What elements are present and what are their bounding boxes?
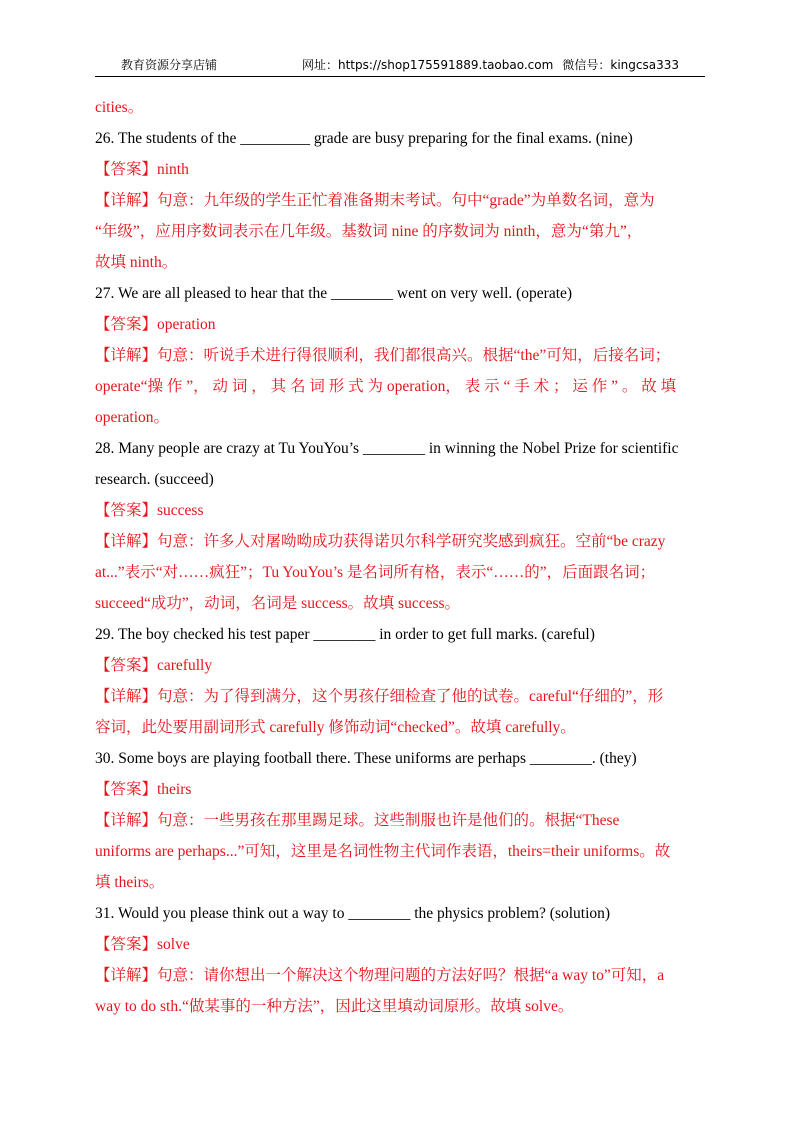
explanation-26-line: 故填 ninth。: [95, 254, 178, 271]
answer-31: 【答案】solve: [95, 936, 190, 953]
explanation-27-line: operate“操 作 ”， 动 词 ， 其 名 词 形 式 为 operation， 表 示 “ 手 术 ； 运 作 ” 。 故 填: [95, 378, 677, 395]
explanation-27-line: 【详解】句意：听说手术进行得很顺利，我们都很高兴。根据“the”可知，后接名词；: [95, 347, 671, 364]
question-27: 27. We are all pleased to hear that the ________ went on very well. (operate): [95, 285, 573, 302]
text-line: cities。: [95, 99, 144, 116]
header-url: 网址：https://shop175591889.taobao.com: [302, 58, 554, 72]
explanation-29-line: 容词，此处要用副词形式 carefully 修饰动词“checked”。故填 carefully。: [95, 719, 576, 736]
explanation-29-line: 【详解】句意：为了得到满分，这个男孩仔细检查了他的试卷。careful“仔细的”，形: [95, 688, 664, 705]
question-29: 29. The boy checked his test paper ________ in order to get full marks. (careful): [95, 626, 595, 643]
explanation-26-line: 【详解】句意：九年级的学生正忙着准备期末考试。句中“grade”为单数名词，意为: [95, 192, 655, 209]
explanation-28-line: 【详解】句意：许多人对屠呦呦成功获得诺贝尔科学研究奖感到疯狂。空前“be crazy: [95, 533, 666, 550]
document-body: [95, 92, 707, 1022]
answer-28: 【答案】success: [95, 502, 204, 519]
explanation-30-line: uniforms are perhaps...”可知，这里是名词性物主代词作表语，theirs=their uniforms。故: [95, 843, 671, 860]
header-wechat: 微信号：kingcsa333: [562, 58, 679, 72]
question-26: 26. The students of the _________ grade are busy preparing for the final exams. (nine): [95, 130, 633, 147]
explanation-31-line: 【详解】句意：请你想出一个解决这个物理问题的方法好吗？根据“a way to”可知，a: [95, 967, 665, 984]
explanation-28-line: succeed“成功”，动词，名词是 success。故填 success。: [95, 595, 461, 612]
answer-30: 【答案】theirs: [95, 781, 192, 798]
answer-27: 【答案】operation: [95, 316, 216, 333]
answer-26: 【答案】ninth: [95, 161, 189, 178]
answer-29: 【答案】carefully: [95, 657, 213, 674]
explanation-26-line: “年级”，应用序数词表示在几年级。基数词 nine 的序数词为 ninth，意为“第九”，: [95, 223, 643, 240]
explanation-30-line: 【详解】句意：一些男孩在那里踢足球。这些制服也许是他们的。根据“These: [95, 812, 620, 829]
explanation-27-line: operation。: [95, 409, 170, 426]
page-header: [95, 56, 705, 77]
question-31: 31. Would you please think out a way to ________ the physics problem? (solution): [95, 905, 611, 922]
header-shop-name: 教育资源分享店铺: [121, 58, 218, 72]
explanation-30-line: 填 theirs。: [95, 874, 165, 891]
question-30: 30. Some boys are playing football there. These uniforms are perhaps ________. (they): [95, 750, 637, 767]
question-28: 28. Many people are crazy at Tu YouYou’s ________ in winning the Nobel Prize for scientific: [95, 440, 679, 457]
question-28-cont: research. (succeed): [95, 471, 214, 488]
explanation-28-line: at...”表示“对……疯狂”；Tu YouYou’s 是名词所有格，表示“……的”，后面跟名词；: [95, 564, 656, 581]
explanation-31-line: way to do sth.“做某事的一种方法”，因此这里填动词原形。故填 solve。: [95, 998, 574, 1015]
